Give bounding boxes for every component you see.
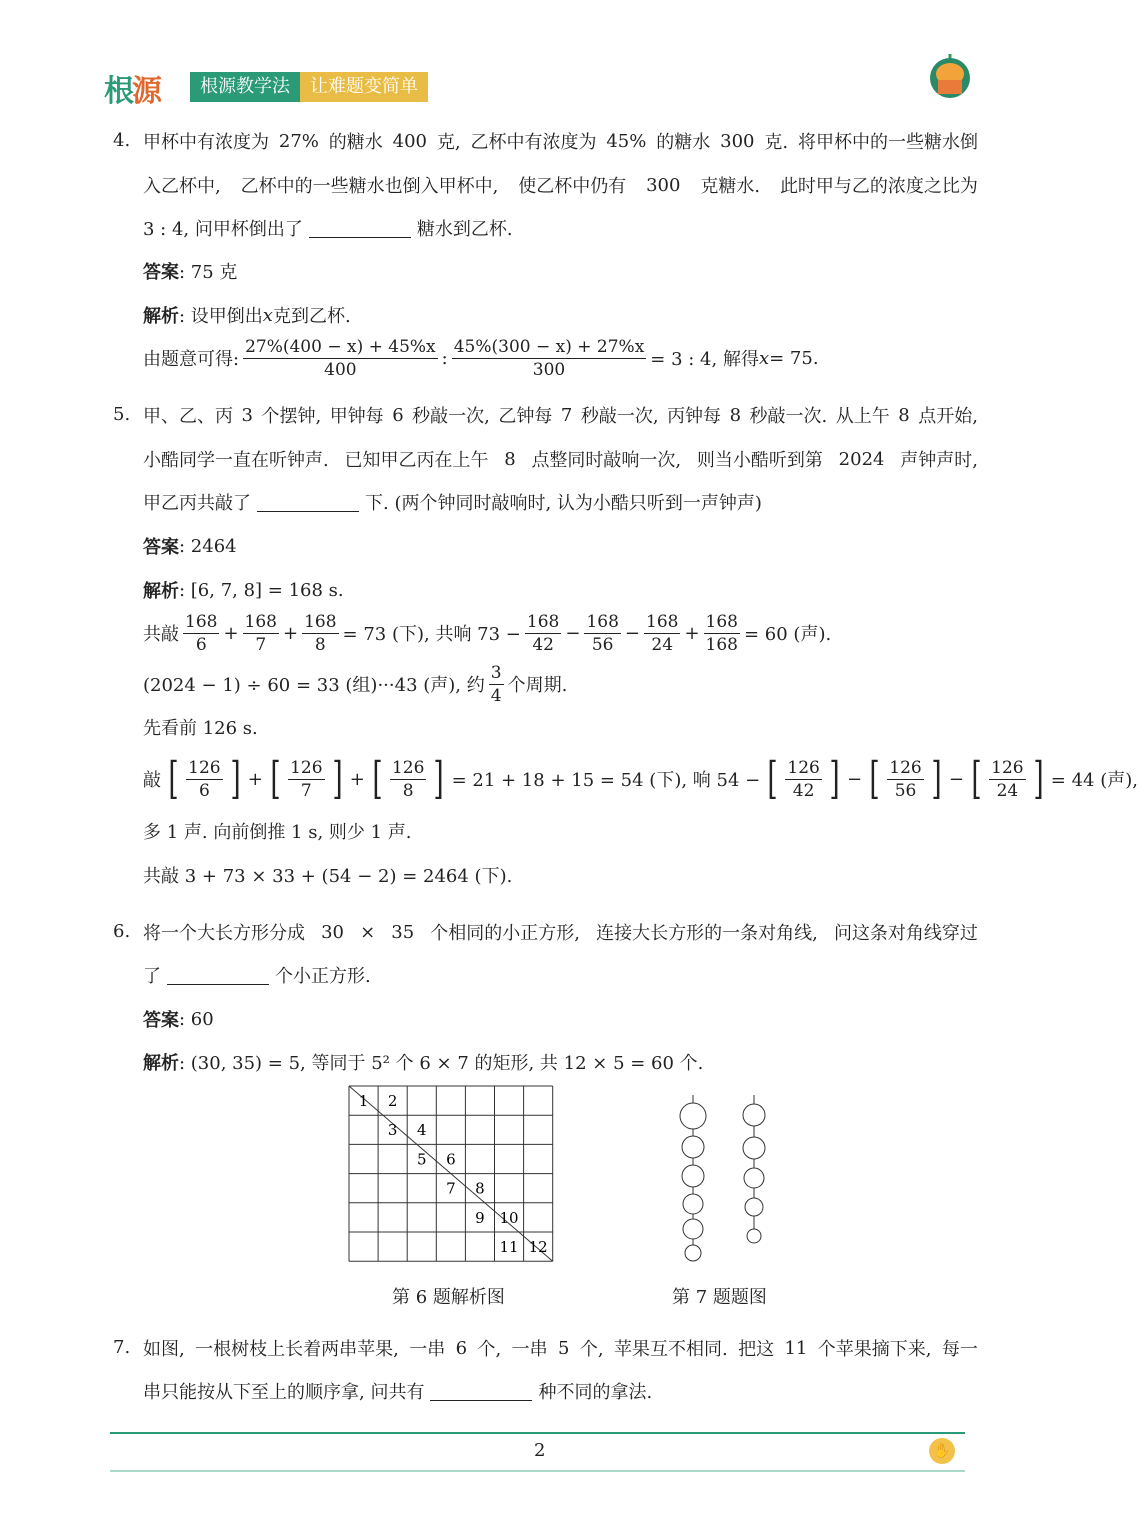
label-bold: 答案 [143, 1010, 179, 1031]
text-fragment: 8 [898, 404, 910, 426]
cell-label: 6 [446, 1150, 456, 1169]
numerator: 126 [391, 757, 425, 778]
floor-fraction [764, 753, 843, 804]
text-fragment: + [349, 768, 365, 790]
text-fragment: 将甲杯中的一些糖水倒 [797, 132, 978, 153]
text-fragment: = 44 (声), [1050, 770, 1138, 791]
logo-char: 源 [132, 74, 160, 109]
text-fragment: 35 [391, 921, 415, 943]
bracket-left: [ [869, 753, 880, 804]
text-fragment: 将一个大长方形分成 [143, 923, 305, 944]
denominator: 24 [651, 634, 674, 655]
figure-caption: 第 7 题题图 [672, 1287, 767, 1308]
slogan-banner [190, 72, 428, 102]
apple-icon [683, 1194, 703, 1214]
fraction [887, 757, 923, 802]
text-fragment: 克. [764, 132, 789, 153]
text-fragment: 由题意可得: [143, 349, 240, 370]
text-line [143, 167, 978, 203]
cell-label: 9 [475, 1208, 485, 1227]
text-fragment: 的糖水 [328, 132, 383, 153]
numerator: 168 [646, 611, 679, 632]
bracket-right: ] [1033, 753, 1044, 804]
floor-fraction [267, 753, 346, 804]
text-fragment: 个, [579, 1339, 604, 1360]
numerator: 126 [290, 757, 323, 778]
apple-icon [682, 1165, 704, 1187]
numerator: 3 [490, 662, 502, 683]
bracket-right: ] [433, 753, 445, 804]
numerator: 27%(400 − x) + 45%x [245, 336, 436, 357]
figure-6-grid [345, 1082, 560, 1267]
text-fragment: = 3 : 4, 解得 [650, 349, 759, 370]
text-line [143, 253, 978, 289]
text-fragment: (2024 − 1) ÷ 60 = 33 (组)···43 (声), 约 [143, 675, 485, 696]
text-line [143, 1044, 978, 1080]
cell-label: 5 [416, 1150, 427, 1169]
page-number: 2 [534, 1440, 546, 1461]
slogan-left: 根源教学法 [190, 72, 300, 102]
apple-icon [743, 1137, 765, 1159]
denominator: 300 [532, 359, 566, 380]
text-fragment: 个苹果摘下来, [817, 1339, 932, 1360]
text-fragment: 小酷同学一直在听钟声. [143, 450, 329, 471]
denominator: 168 [705, 634, 738, 655]
question-number: 5. [113, 404, 131, 425]
text-line [143, 857, 978, 893]
answer-blank[interactable] [257, 493, 359, 512]
apple-icon [747, 1229, 761, 1243]
text-fragment: 乙钟每 [498, 406, 553, 427]
text-fragment: 种不同的拿法. [538, 1382, 653, 1403]
text-line [143, 484, 978, 520]
text-fragment: 秒敲一次, [580, 406, 659, 427]
answer-blank[interactable] [167, 966, 269, 985]
numerator: 168 [526, 611, 560, 632]
fraction [644, 611, 680, 656]
hand-icon: ✋ [929, 1438, 955, 1464]
text-line [143, 957, 978, 993]
text-line [143, 210, 978, 246]
text-fragment: 的糖水 [656, 132, 711, 153]
text-fragment: = 60 (声). [744, 624, 832, 645]
text-fragment: 7 [560, 404, 573, 426]
text-fragment: 每一 [941, 1339, 978, 1360]
text-fragment: = 75. [769, 347, 819, 369]
text-fragment: 乙杯中有浓度为 [470, 132, 597, 153]
fraction [243, 611, 279, 656]
fraction [785, 757, 821, 802]
text-line [143, 1373, 978, 1409]
apple-icon [683, 1219, 703, 1239]
numerator: 168 [185, 611, 218, 632]
label-bold: 解析 [143, 306, 179, 327]
text-line [143, 914, 978, 950]
text-fragment: 个周期. [507, 675, 568, 696]
text-fragment: − [624, 622, 640, 644]
floor-fraction [165, 753, 244, 804]
text-line [143, 572, 978, 608]
denominator: 56 [591, 634, 614, 655]
floor-fraction [369, 753, 448, 804]
cell-label: 1 [358, 1092, 369, 1110]
text-line [143, 441, 978, 477]
fraction [183, 611, 219, 656]
text-fragment: 先看前 126 s. [143, 718, 258, 739]
bracket-left: [ [971, 753, 982, 804]
floor-fraction [866, 753, 945, 804]
mascot-icon [925, 52, 975, 102]
fraction [704, 611, 740, 656]
denominator: 7 [300, 780, 312, 801]
denominator: 6 [198, 780, 210, 801]
fraction [243, 336, 438, 381]
text-fragment: 300 [720, 130, 755, 152]
text-fragment: : [441, 347, 448, 369]
cell-label: 10 [499, 1208, 519, 1227]
text-fragment: 8 [729, 404, 742, 426]
fraction [288, 757, 324, 802]
fraction [989, 757, 1025, 802]
text-fragment: 入乙杯中, [143, 176, 221, 197]
cell-label: 12 [528, 1238, 548, 1256]
text-line [143, 1330, 978, 1366]
label-bold: 答案 [143, 537, 179, 558]
text-fragment: : [6, 7, 8] = 168 s. [179, 579, 344, 601]
numerator: 168 [304, 611, 337, 632]
denominator: 56 [894, 780, 917, 801]
fraction [489, 662, 504, 707]
text-fragment: 了 [143, 966, 161, 987]
denominator: 400 [324, 359, 357, 380]
text-fragment: 个小正方形. [275, 966, 371, 987]
text-line [143, 813, 978, 849]
text-fragment: 点开始, [918, 406, 978, 427]
text-fragment: + [283, 622, 299, 644]
denominator: 6 [195, 634, 207, 655]
apple-icon [744, 1168, 764, 1188]
denominator: 42 [532, 634, 554, 655]
text-fragment: 克到乙杯. [272, 306, 351, 327]
denominator: 42 [792, 780, 815, 801]
text-fragment: 共敲 3 + 73 × 33 + (54 − 2) = 2464 (下). [143, 866, 513, 887]
cell-label: 4 [416, 1121, 427, 1140]
figure-caption: 第 6 题解析图 [392, 1287, 505, 1308]
denominator: 8 [314, 634, 326, 655]
text-fragment: + [247, 768, 263, 790]
text-fragment: 已知甲乙丙在上午 [344, 450, 489, 471]
text-fragment: − [948, 768, 964, 790]
text-line [143, 528, 978, 564]
fraction [390, 757, 426, 802]
text-fragment: 问这条对角线穿过 [833, 923, 978, 944]
numerator: 126 [889, 757, 922, 778]
numerator: 45%(300 − x) + 27%x [453, 336, 645, 357]
bracket-left: [ [270, 753, 281, 804]
text-fragment: = 73 (下), 共响 73 − [342, 624, 521, 645]
fraction [452, 336, 647, 381]
text-fragment: 此时甲与乙的浓度之比为 [779, 176, 978, 197]
text-fragment: 下. (两个钟同时敲响时, 认为小酷只听到一声钟声) [365, 493, 762, 514]
numerator: 126 [787, 757, 820, 778]
fraction [584, 611, 620, 656]
numerator: 126 [188, 757, 221, 778]
text-fragment: 使乙杯中仍有 [518, 176, 627, 197]
text-line [143, 1001, 978, 1037]
apple-icon [680, 1103, 706, 1129]
math-variable: x [262, 304, 273, 326]
bracket-right: ] [230, 753, 241, 804]
text-fragment: + [223, 622, 239, 644]
question-number: 6. [113, 921, 131, 942]
text-line [143, 662, 978, 706]
text-line [143, 709, 978, 745]
text-fragment: 如图, [143, 1339, 185, 1360]
denominator: 8 [402, 780, 414, 801]
numerator: 168 [244, 611, 277, 632]
text-fragment: 5 [558, 1337, 570, 1359]
answer-blank[interactable] [309, 219, 411, 238]
label-bold: 解析 [143, 1053, 179, 1074]
text-line [143, 336, 978, 380]
text-fragment: 声钟声时, [900, 450, 978, 471]
text-fragment: 一串 [511, 1339, 548, 1360]
logo-char: 根 [104, 74, 132, 109]
text-fragment: 27% [278, 130, 319, 152]
text-fragment: − [847, 768, 863, 790]
text-fragment: 一根树枝上长着两串苹果, [195, 1339, 399, 1360]
floor-fraction [968, 753, 1047, 804]
text-fragment: 45% [606, 130, 647, 152]
apple-icon [745, 1198, 763, 1216]
text-fragment: − [565, 622, 581, 644]
text-fragment: 丙钟每 [667, 406, 722, 427]
label-bold: 答案 [143, 262, 179, 283]
text-line [143, 297, 978, 333]
text-fragment: : 75 克 [179, 262, 238, 283]
text-fragment: 3 [241, 404, 253, 426]
bracket-right: ] [829, 753, 840, 804]
text-fragment: 点整同时敲响一次, [531, 450, 682, 471]
text-fragment: 一串 [409, 1339, 446, 1360]
numerator: 168 [586, 611, 619, 632]
text-fragment: 个相同的小正方形, [430, 923, 581, 944]
apple-icon [743, 1104, 765, 1126]
text-fragment: 多 1 声. 向前倒推 1 s, 则少 1 声. [143, 822, 412, 843]
text-fragment: × [360, 921, 376, 943]
bracket-left: [ [168, 753, 179, 804]
bracket-left: [ [767, 753, 778, 804]
numerator: 126 [991, 757, 1024, 778]
denominator: 4 [490, 685, 502, 706]
text-fragment: : 2464 [179, 535, 237, 557]
fraction [186, 757, 222, 802]
text-fragment: 6 [455, 1337, 468, 1359]
text-fragment: : (30, 35) = 5, 等同于 5² 个 6 × 7 的矩形, 共 12 × 5 = 60 个. [179, 1053, 704, 1074]
question-number: 4. [113, 130, 131, 151]
text-fragment: 串只能按从下至上的顺序拿, 问共有 [143, 1382, 425, 1403]
fraction [302, 611, 338, 656]
text-fragment: 个, [477, 1339, 502, 1360]
text-fragment: 8 [504, 448, 516, 470]
cell-label: 3 [387, 1121, 398, 1140]
figure-7-apples [670, 1090, 780, 1265]
text-fragment: 11 [784, 1337, 808, 1359]
apple-icon [682, 1136, 704, 1158]
text-fragment: 苹果互不相同. [613, 1339, 728, 1360]
text-fragment: 3 : 4, 问甲杯倒出了 [143, 219, 303, 240]
fraction [525, 611, 561, 656]
cell-label: 8 [475, 1179, 485, 1198]
text-fragment: 甲、乙、丙 [143, 406, 233, 427]
text-fragment: + [684, 622, 700, 644]
text-fragment: 克糖水. [700, 176, 761, 197]
text-fragment: 400 [392, 130, 427, 152]
text-line [143, 753, 1138, 804]
text-fragment: 共敲 [143, 624, 179, 645]
text-fragment: 敲 [143, 770, 161, 791]
text-fragment: 把这 [738, 1339, 775, 1360]
text-fragment: = 21 + 18 + 15 = 54 (下), 响 54 − [451, 770, 761, 791]
brand-logo [104, 66, 160, 110]
cell-label: 7 [446, 1179, 456, 1198]
text-fragment: 甲钟每 [329, 406, 384, 427]
text-fragment: 秒敲一次. [749, 406, 828, 427]
bracket-right: ] [331, 753, 343, 804]
cell-label: 2 [387, 1092, 398, 1110]
text-fragment: 30 [321, 921, 344, 943]
text-fragment: 300 [646, 174, 681, 196]
text-fragment: 个摆钟, [261, 406, 322, 427]
text-fragment: : 设甲倒出 [179, 306, 263, 327]
denominator: 24 [996, 780, 1019, 801]
text-fragment: 秒敲一次, [412, 406, 490, 427]
text-fragment: 则当小酷听到第 [696, 450, 823, 471]
text-fragment: 连接大长方形的一条对角线, [596, 923, 818, 944]
text-line [143, 397, 978, 433]
text-fragment: 2024 [838, 448, 885, 470]
denominator: 7 [255, 634, 267, 655]
math-variable: x [758, 347, 770, 369]
answer-blank[interactable] [430, 1382, 532, 1401]
question-number: 7. [113, 1337, 131, 1358]
text-fragment: 6 [392, 404, 404, 426]
label-bold: 解析 [143, 581, 179, 602]
text-fragment: 糖水到乙杯. [416, 219, 513, 240]
cell-label: 11 [499, 1238, 519, 1256]
bracket-left: [ [372, 753, 383, 804]
text-fragment: 甲乙丙共敲了 [143, 493, 251, 514]
text-fragment: 甲杯中有浓度为 [143, 132, 269, 153]
apple-icon [685, 1245, 701, 1261]
text-line [143, 611, 978, 655]
slogan-right: 让难题变简单 [300, 72, 428, 102]
text-fragment: 乙杯中的一些糖水也倒入甲杯中, [240, 176, 499, 197]
text-fragment: 克, [436, 132, 461, 153]
text-fragment: 从上午 [835, 406, 890, 427]
numerator: 168 [705, 611, 738, 632]
text-line [143, 123, 978, 159]
text-fragment: : 60 [179, 1008, 214, 1030]
bracket-right: ] [931, 753, 942, 804]
